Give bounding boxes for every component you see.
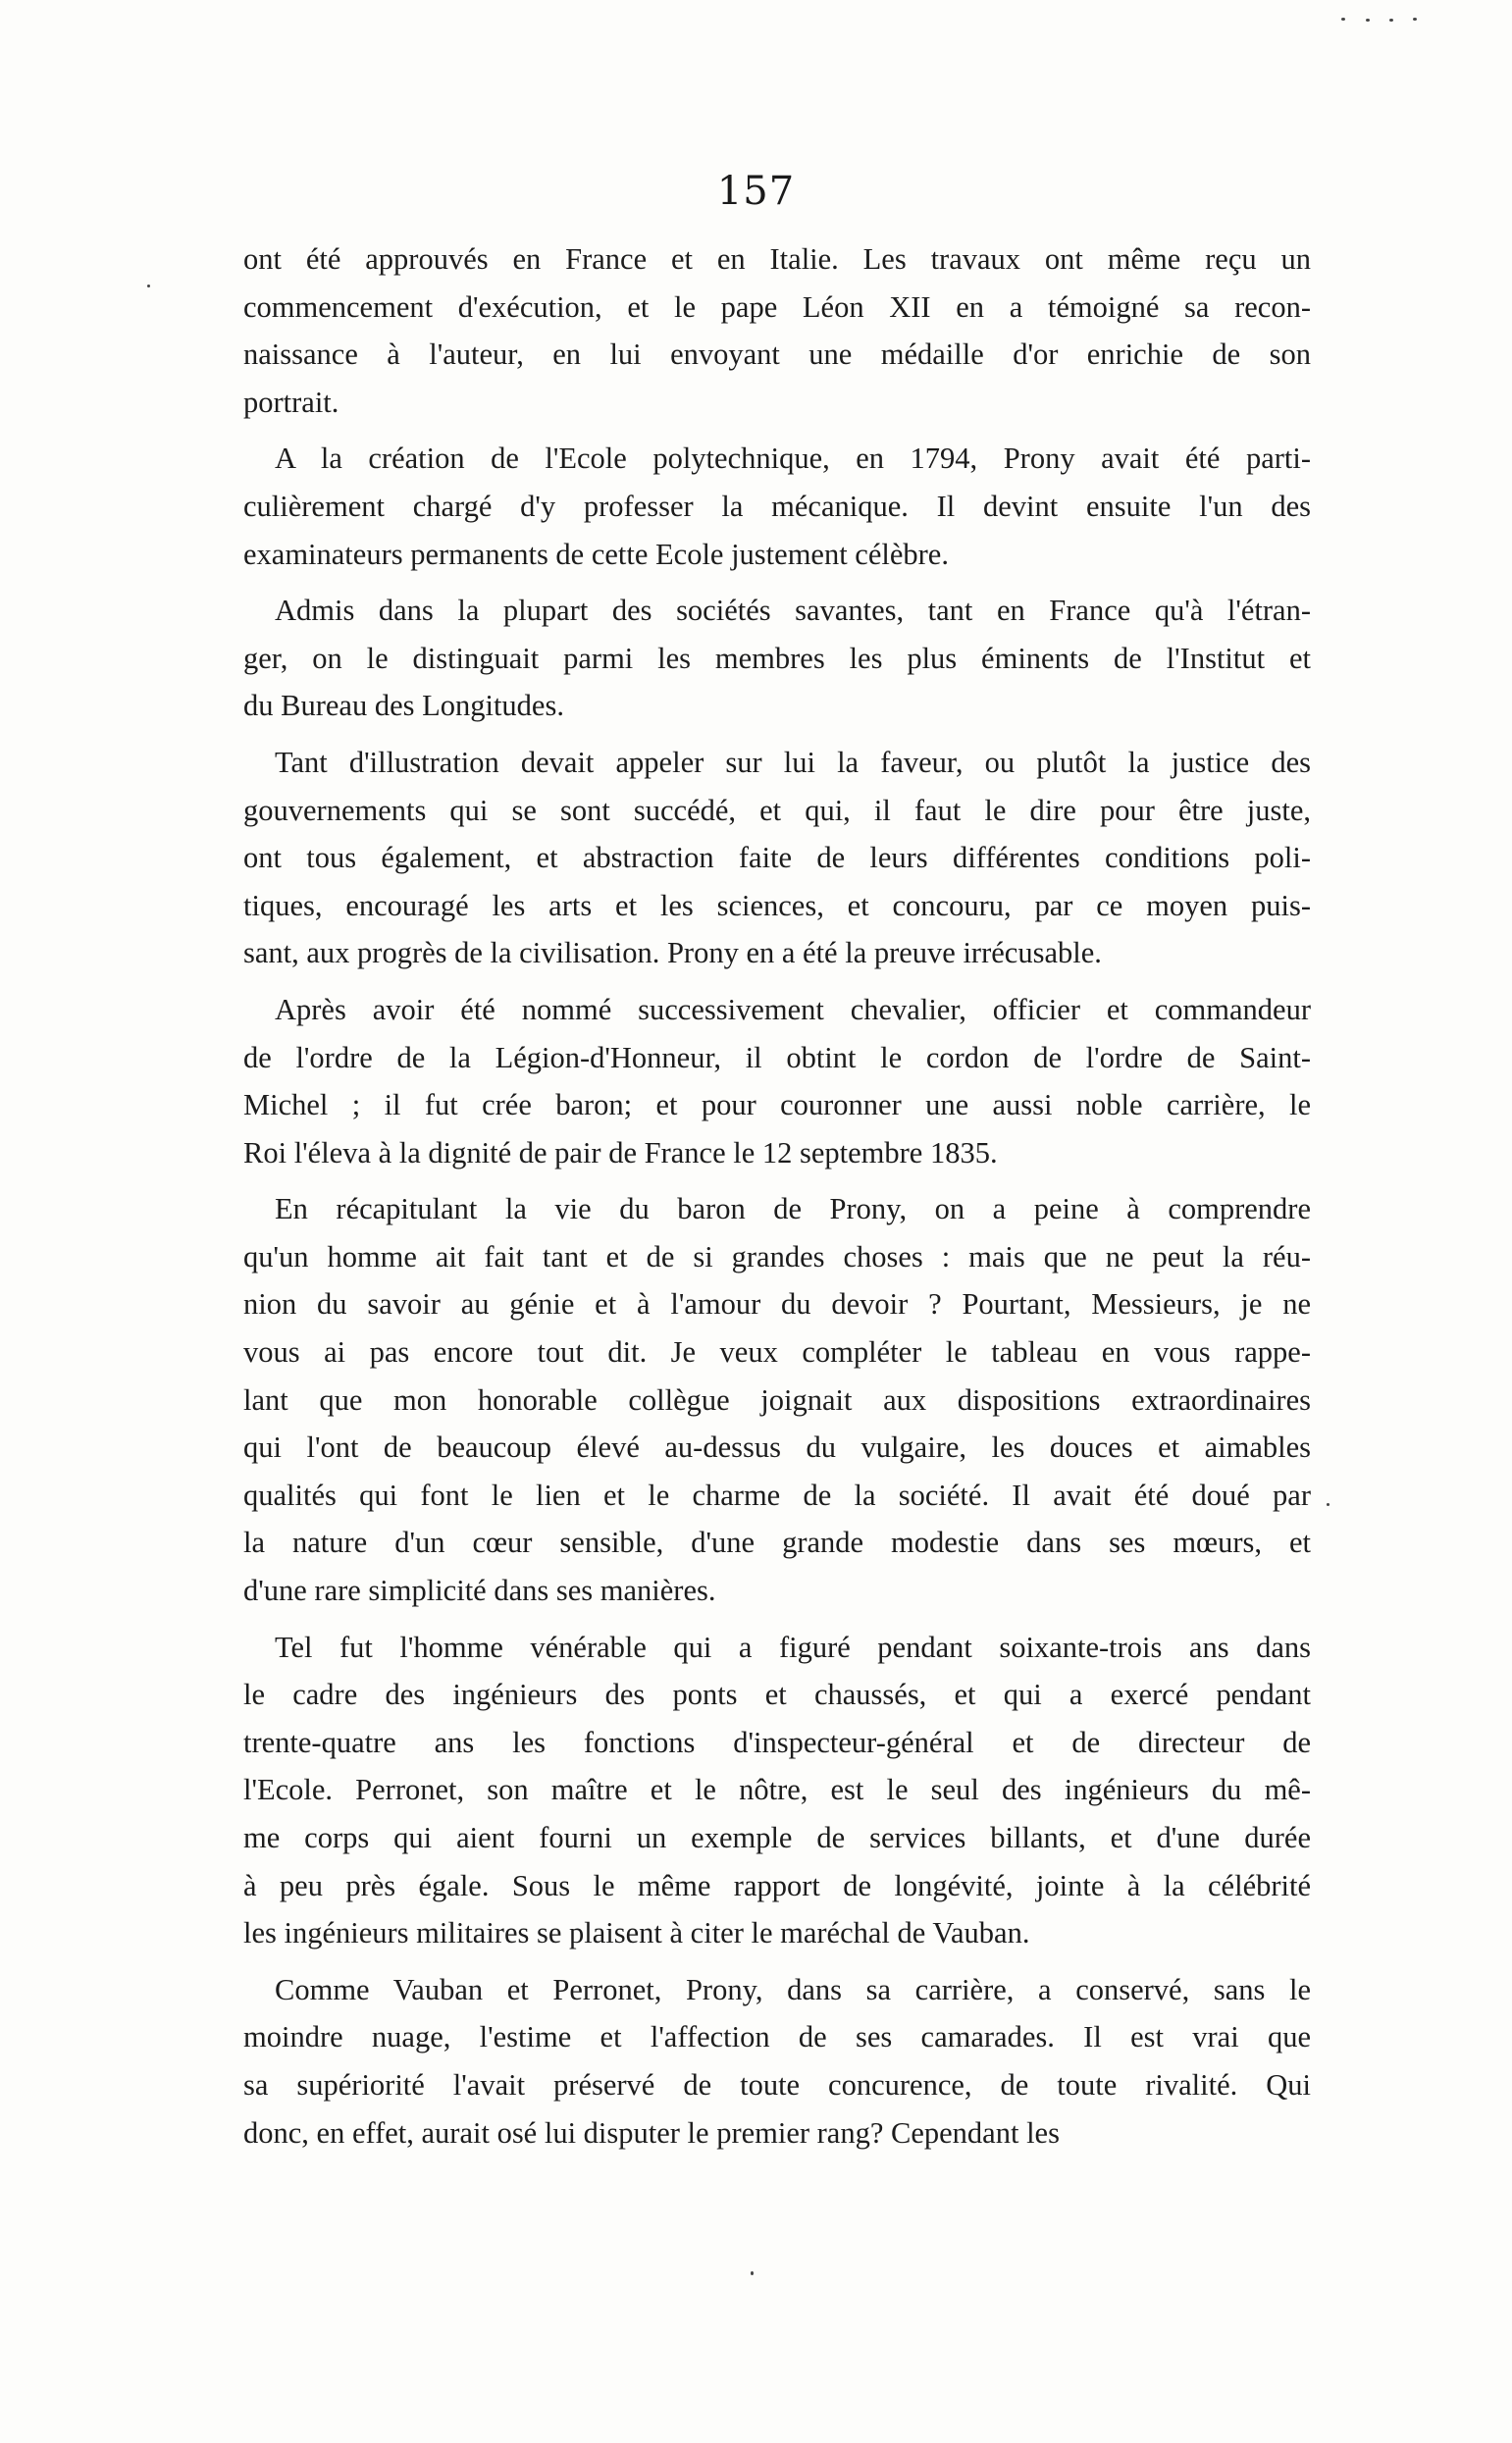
text-line: ont été approuvés en France et en Italie. Les travaux ont même reçu un <box>243 242 1311 276</box>
text-line: les ingénieurs militaires se plaisent à citer le maréchal de Vauban. <box>243 1916 1030 1950</box>
text-line: qui l'ont de beaucoup élevé au-dessus du vulgaire, les douces et aimables <box>243 1430 1311 1465</box>
text-line: Après avoir été nommé successivement chevalier, officier et commandeur <box>275 992 1311 1026</box>
paragraph <box>243 739 1311 977</box>
page-number: 157 <box>716 169 796 214</box>
text-line: sant, aux progrès de la civilisation. Prony en a été la preuve irrécusable. <box>243 936 1102 970</box>
scan-speck <box>1327 1503 1330 1506</box>
text-line: Tel fut l'homme vénérable qui a figuré pendant soixante-trois ans dans <box>275 1630 1311 1664</box>
text-line: qu'un homme ait fait tant et de si grandes choses : mais que ne peut la réu- <box>243 1239 1311 1273</box>
text-line: Michel ; il fut crée baron; et pour couronner une aussi noble carrière, le <box>243 1088 1311 1122</box>
text-line: qualités qui font le lien et le charme de la société. Il avait été doué par <box>243 1478 1311 1512</box>
text-line: tiques, encouragé les arts et les sciences, et concouru, par ce moyen puis- <box>243 888 1311 922</box>
text-line: culièrement chargé d'y professer la mécanique. Il devint ensuite l'un des <box>243 489 1311 523</box>
text-line: donc, en effet, aurait osé lui disputer le premier rang? Cependant les <box>243 2115 1060 2150</box>
scan-speck <box>1366 19 1370 22</box>
paragraph <box>243 1624 1311 1957</box>
text-line: l'Ecole. Perronet, son maître et le nôtre, est le seul des ingénieurs du mê- <box>243 1773 1311 1807</box>
text-line: Comme Vauban et Perronet, Prony, dans sa carrière, a conservé, sans le <box>275 1972 1311 2006</box>
text-line: vous ai pas encore tout dit. Je veux compléter le tableau en vous rappe- <box>243 1335 1311 1370</box>
text-line: trente-quatre ans les fonctions d'inspecteur-général et de directeur de <box>243 1725 1311 1759</box>
text-line: à peu près égale. Sous le même rapport de longévité, jointe à la célébrité <box>243 1868 1311 1902</box>
text-line: du Bureau des Longitudes. <box>243 689 564 723</box>
scan-speck <box>147 285 150 287</box>
paragraph <box>243 986 1311 1176</box>
scan-speck <box>1413 18 1417 21</box>
scan-speck <box>751 2271 754 2275</box>
paragraph <box>243 1966 1311 2157</box>
text-line: le cadre des ingénieurs des ponts et chaussés, et qui a exercé pendant <box>243 1678 1311 1712</box>
text-line: la nature d'un cœur sensible, d'une grande modestie dans ses mœurs, et <box>243 1526 1311 1560</box>
text-line: Tant d'illustration devait appeler sur lui la faveur, ou plutôt la justice des <box>275 745 1311 779</box>
text-line: naissance à l'auteur, en lui envoyant une médaille d'or enrichie de son <box>243 338 1311 372</box>
text-line: lant que mon honorable collègue joignait aux dispositions extraordinaires <box>243 1382 1311 1417</box>
paragraph <box>243 1185 1311 1614</box>
text-line: nion du savoir au génie et à l'amour du devoir ? Pourtant, Messieurs, je ne <box>243 1287 1311 1322</box>
scan-speck <box>1341 18 1345 21</box>
paragraph <box>243 435 1311 578</box>
paragraph <box>243 587 1311 730</box>
text-line: ger, on le distinguait parmi les membres les plus éminents de l'Institut et <box>243 641 1311 675</box>
body-text <box>243 235 1311 2165</box>
text-line: portrait. <box>243 385 339 419</box>
text-line: A la création de l'Ecole polytechnique, en 1794, Prony avait été parti- <box>275 442 1311 476</box>
scan-speck <box>1389 19 1393 22</box>
text-line: examinateurs permanents de cette Ecole justement célèbre. <box>243 537 949 571</box>
text-line: me corps qui aient fourni un exemple de services billants, et d'une durée <box>243 1821 1311 1854</box>
text-line: de l'ordre de la Légion-d'Honneur, il obtint le cordon de l'ordre de Saint- <box>243 1040 1311 1074</box>
text-line: commencement d'exécution, et le pape Léon XII en a témoigné sa recon- <box>243 289 1311 324</box>
text-line: Admis dans la plupart des sociétés savantes, tant en France qu'à l'étran- <box>275 594 1311 628</box>
text-line: d'une rare simplicité dans ses manières. <box>243 1574 716 1608</box>
text-line: sa supériorité l'avait préservé de toute concurence, de toute rivalité. Qui <box>243 2067 1311 2102</box>
text-line: Roi l'éleva à la dignité de pair de France le 12 septembre 1835. <box>243 1135 998 1170</box>
text-line: gouvernements qui se sont succédé, et qui, il faut le dire pour être juste, <box>243 793 1311 827</box>
text-line: moindre nuage, l'estime et l'affection de ses camarades. Il est vrai que <box>243 2020 1311 2054</box>
text-line: En récapitulant la vie du baron de Prony, on a peine à comprendre <box>275 1192 1311 1226</box>
paragraph <box>243 235 1311 426</box>
text-line: ont tous également, et abstraction faite de leurs différentes conditions poli- <box>243 841 1311 875</box>
